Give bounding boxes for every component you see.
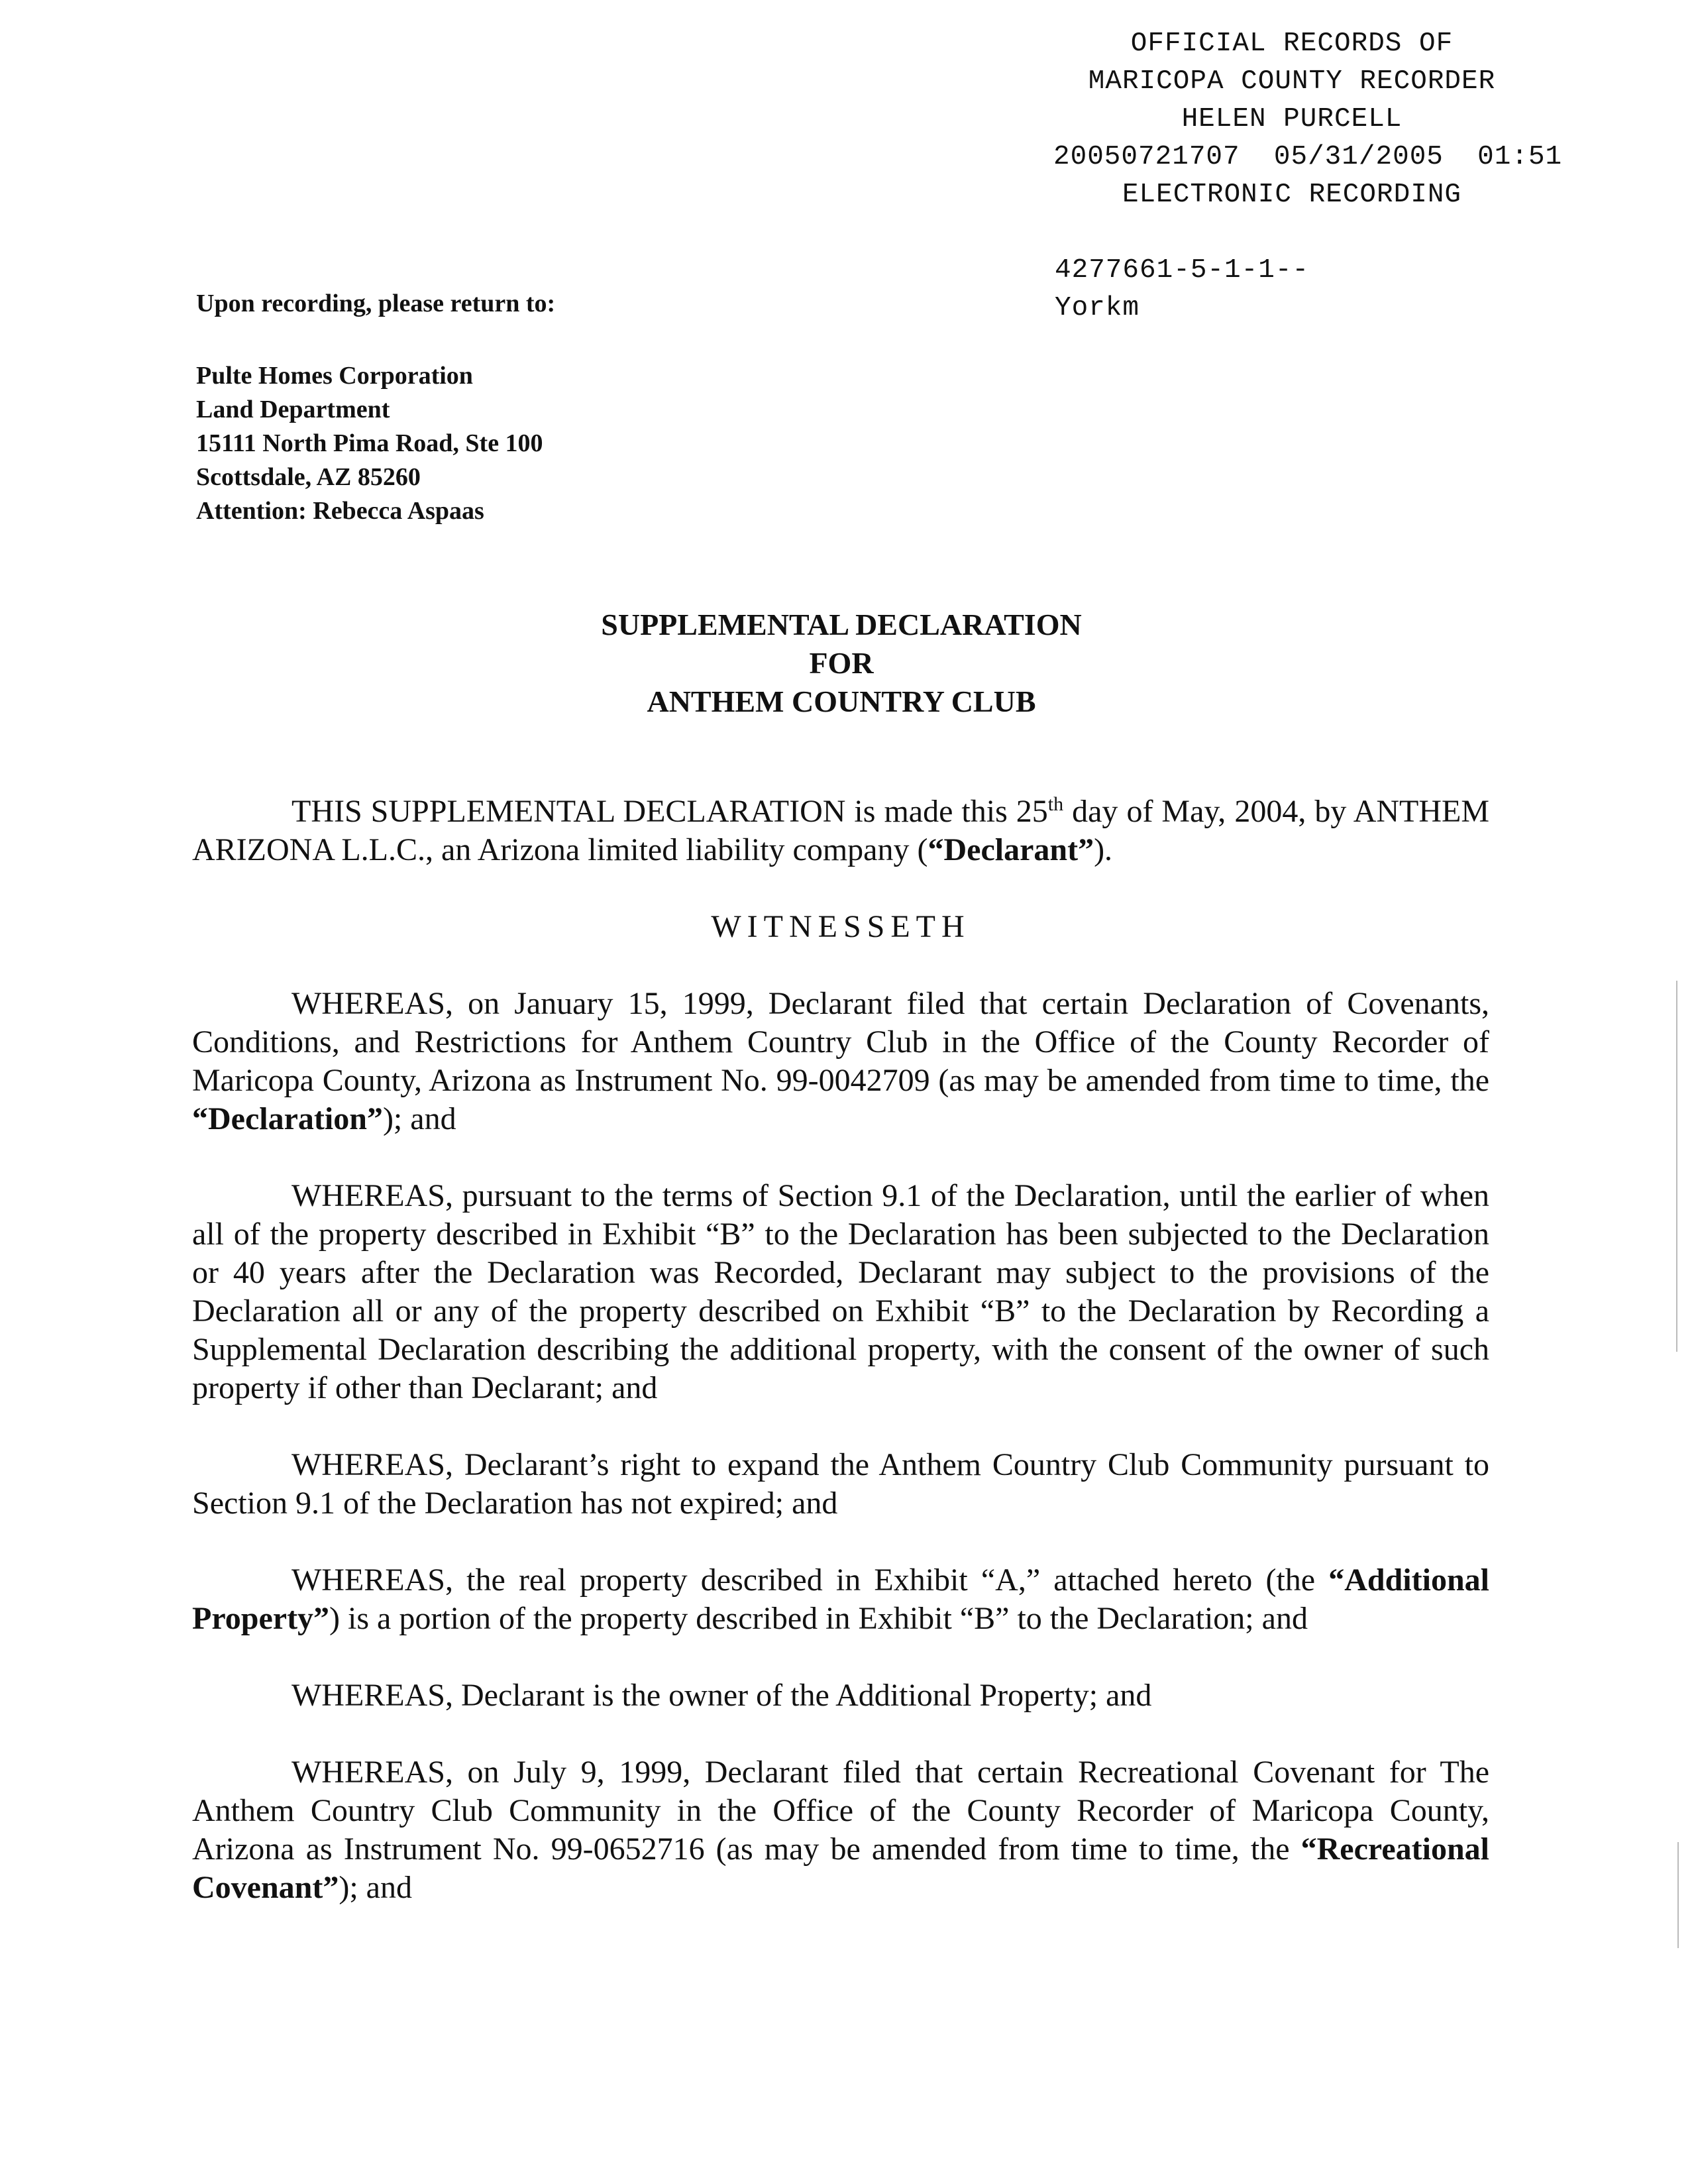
stamp-instrument-number: 20050721707 [1053,142,1240,172]
document-body [192,792,1489,1945]
stamp-time: 01:51 [1477,142,1563,172]
recorder-stamp [1034,25,1683,214]
address-line: Pulte Homes Corporation [196,362,473,390]
address-line: Land Department [196,396,390,423]
stamp-line-1: OFFICIAL RECORDS OF [1130,28,1454,59]
stamp-recording-info [1053,138,1683,176]
reference-user: Yorkm [1055,293,1140,323]
stamp-line-5: ELECTRONIC RECORDING [1122,180,1462,210]
stamp-line-3: HELEN PURCELL [1181,104,1403,135]
whereas-paragraph: WHEREAS, pursuant to the terms of Section 9.1 of the Declaration, until the earlier of when all of the property described in Exhibit “B” to the Declaration has been subjected to the Declaration or 40 years after the Declaration was Recorded, Declarant may subject to the provisions of the Declaration all or any of the property described on Exhibit “B” to the Declaration by Recording a Supplemental Declaration describing the additional property, with the consent of the owner of such property if other than Declarant; and [192,1178,1489,1405]
whereas-paragraph: WHEREAS, Declarant is the owner of the Additional Property; and [292,1678,1152,1713]
whereas-paragraph: WHEREAS, on July 9, 1999, Declarant filed that certain Recreational Covenant for The Anthem Country Club Community in the Office of the County Recorder of Maricopa County, Arizona as Instrument No. 99-0652716 (as may be amended from time to time, the “Recreational Covenant”); and [192,1755,1489,1905]
title-line: FOR [809,646,874,680]
intro-paragraph: THIS SUPPLEMENTAL DECLARATION is made this 25th day of May, 2004, by ANTHEM ARIZONA L.L.C., an Arizona limited liability company (“Declarant”). [192,793,1489,867]
address-line: 15111 North Pima Road, Ste 100 [196,429,543,457]
recording-reference [1055,252,1309,327]
title-line: ANTHEM COUNTRY CLUB [647,684,1036,718]
stamp-date: 05/31/2005 [1273,142,1444,172]
address-line: Scottsdale, AZ 85260 [196,463,421,491]
scan-margin-line [1676,981,1677,1352]
whereas-paragraph: WHEREAS, the real property described in Exhibit “A,” attached hereto (the “Additional Property”) is a portion of the property described in Exhibit “B” to the Declaration; and [192,1562,1489,1636]
whereas-paragraph: WHEREAS, on January 15, 1999, Declarant filed that certain Declaration of Covenants, Conditions, and Restrictions for Anthem Country Club in the Office of the County Recorder of Maricopa County, Arizona as Instrument No. 99-0042709 (as may be amended from time to time, the “Declaration”); and [192,986,1489,1136]
address-line: Attention: Rebecca Aspaas [196,497,484,525]
stamp-line-2: MARICOPA COUNTY RECORDER [1088,66,1496,97]
return-to-label: Upon recording, please return to: [196,290,556,317]
reference-number: 4277661-5-1-1-- [1055,255,1310,286]
return-address [196,359,543,528]
document-title [0,606,1683,721]
whereas-paragraph: WHEREAS, Declarant’s right to expand the Anthem Country Club Community pursuant to Section 9.1 of the Declaration has not expired; and [192,1447,1489,1521]
scan-margin-line [1677,1842,1679,1948]
witnesseth-heading: WITNESSETH [711,909,971,944]
title-line: SUPPLEMENTAL DECLARATION [601,608,1082,641]
